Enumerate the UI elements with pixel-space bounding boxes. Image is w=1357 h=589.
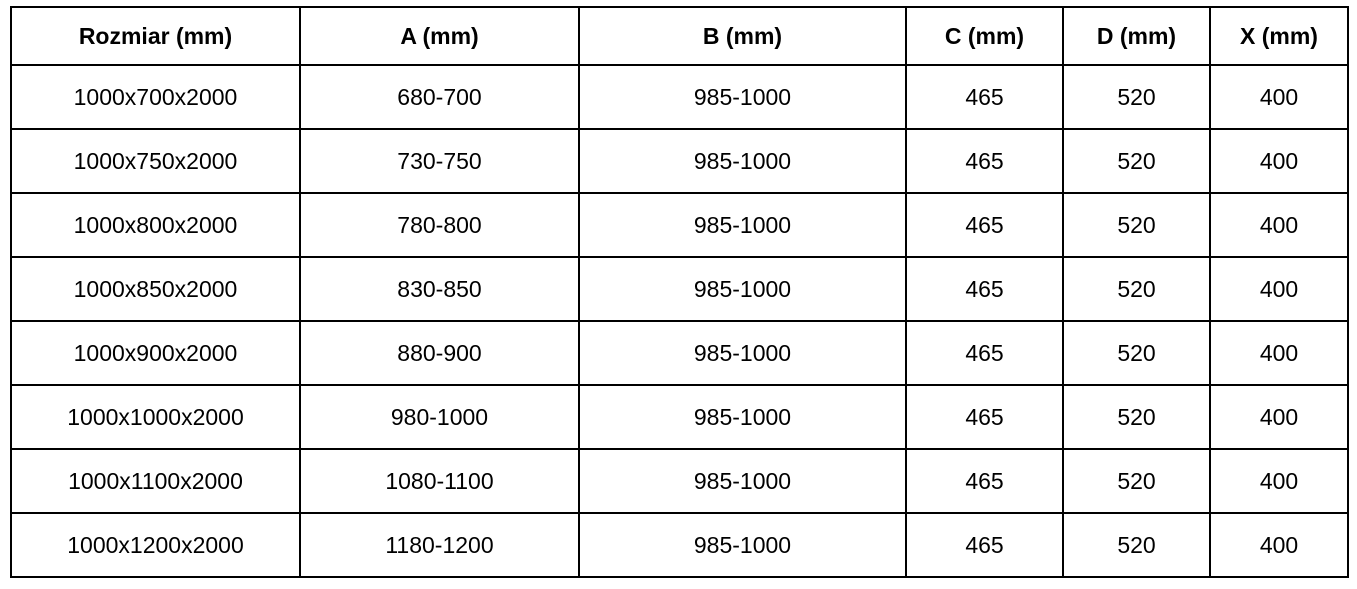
size-table bbox=[10, 6, 1349, 578]
table-cell-d: 520 bbox=[1063, 257, 1210, 321]
table-body bbox=[11, 65, 1348, 577]
table-cell-x: 400 bbox=[1210, 321, 1348, 385]
table-cell-c: 465 bbox=[906, 385, 1063, 449]
table-cell-rozmiar: 1000x900x2000 bbox=[11, 321, 300, 385]
table-cell-a: 730-750 bbox=[300, 129, 579, 193]
table-cell-a: 680-700 bbox=[300, 65, 579, 129]
header-cell-d: D (mm) bbox=[1063, 7, 1210, 65]
table-row bbox=[11, 321, 1348, 385]
table-cell-a: 1180-1200 bbox=[300, 513, 579, 577]
header-cell-rozmiar: Rozmiar (mm) bbox=[11, 7, 300, 65]
table-cell-x: 400 bbox=[1210, 193, 1348, 257]
table-cell-rozmiar: 1000x1000x2000 bbox=[11, 385, 300, 449]
size-table-container bbox=[10, 6, 1349, 578]
table-row bbox=[11, 449, 1348, 513]
table-cell-c: 465 bbox=[906, 129, 1063, 193]
header-row bbox=[11, 7, 1348, 65]
table-cell-d: 520 bbox=[1063, 385, 1210, 449]
table-cell-c: 465 bbox=[906, 65, 1063, 129]
table-cell-rozmiar: 1000x800x2000 bbox=[11, 193, 300, 257]
table-cell-d: 520 bbox=[1063, 321, 1210, 385]
table-row bbox=[11, 193, 1348, 257]
table-cell-rozmiar: 1000x750x2000 bbox=[11, 129, 300, 193]
table-cell-b: 985-1000 bbox=[579, 193, 906, 257]
table-cell-a: 1080-1100 bbox=[300, 449, 579, 513]
table-cell-d: 520 bbox=[1063, 129, 1210, 193]
table-cell-c: 465 bbox=[906, 193, 1063, 257]
table-cell-b: 985-1000 bbox=[579, 129, 906, 193]
table-cell-c: 465 bbox=[906, 449, 1063, 513]
table-row bbox=[11, 385, 1348, 449]
table-cell-b: 985-1000 bbox=[579, 385, 906, 449]
table-cell-rozmiar: 1000x1100x2000 bbox=[11, 449, 300, 513]
table-cell-d: 520 bbox=[1063, 65, 1210, 129]
table-cell-c: 465 bbox=[906, 513, 1063, 577]
table-cell-x: 400 bbox=[1210, 385, 1348, 449]
table-cell-a: 780-800 bbox=[300, 193, 579, 257]
table-cell-b: 985-1000 bbox=[579, 257, 906, 321]
table-cell-rozmiar: 1000x1200x2000 bbox=[11, 513, 300, 577]
table-cell-a: 830-850 bbox=[300, 257, 579, 321]
table-row bbox=[11, 257, 1348, 321]
table-cell-b: 985-1000 bbox=[579, 513, 906, 577]
header-cell-c: C (mm) bbox=[906, 7, 1063, 65]
table-cell-x: 400 bbox=[1210, 513, 1348, 577]
table-cell-b: 985-1000 bbox=[579, 449, 906, 513]
table-cell-x: 400 bbox=[1210, 449, 1348, 513]
table-cell-b: 985-1000 bbox=[579, 321, 906, 385]
table-cell-d: 520 bbox=[1063, 449, 1210, 513]
table-row bbox=[11, 513, 1348, 577]
table-cell-a: 880-900 bbox=[300, 321, 579, 385]
table-cell-x: 400 bbox=[1210, 129, 1348, 193]
table-cell-a: 980-1000 bbox=[300, 385, 579, 449]
table-cell-d: 520 bbox=[1063, 193, 1210, 257]
table-row bbox=[11, 65, 1348, 129]
header-cell-x: X (mm) bbox=[1210, 7, 1348, 65]
table-cell-x: 400 bbox=[1210, 65, 1348, 129]
table-cell-c: 465 bbox=[906, 257, 1063, 321]
table-cell-rozmiar: 1000x850x2000 bbox=[11, 257, 300, 321]
table-cell-b: 985-1000 bbox=[579, 65, 906, 129]
table-cell-c: 465 bbox=[906, 321, 1063, 385]
table-cell-d: 520 bbox=[1063, 513, 1210, 577]
table-cell-x: 400 bbox=[1210, 257, 1348, 321]
table-cell-rozmiar: 1000x700x2000 bbox=[11, 65, 300, 129]
table-row bbox=[11, 129, 1348, 193]
header-cell-a: A (mm) bbox=[300, 7, 579, 65]
header-cell-b: B (mm) bbox=[579, 7, 906, 65]
